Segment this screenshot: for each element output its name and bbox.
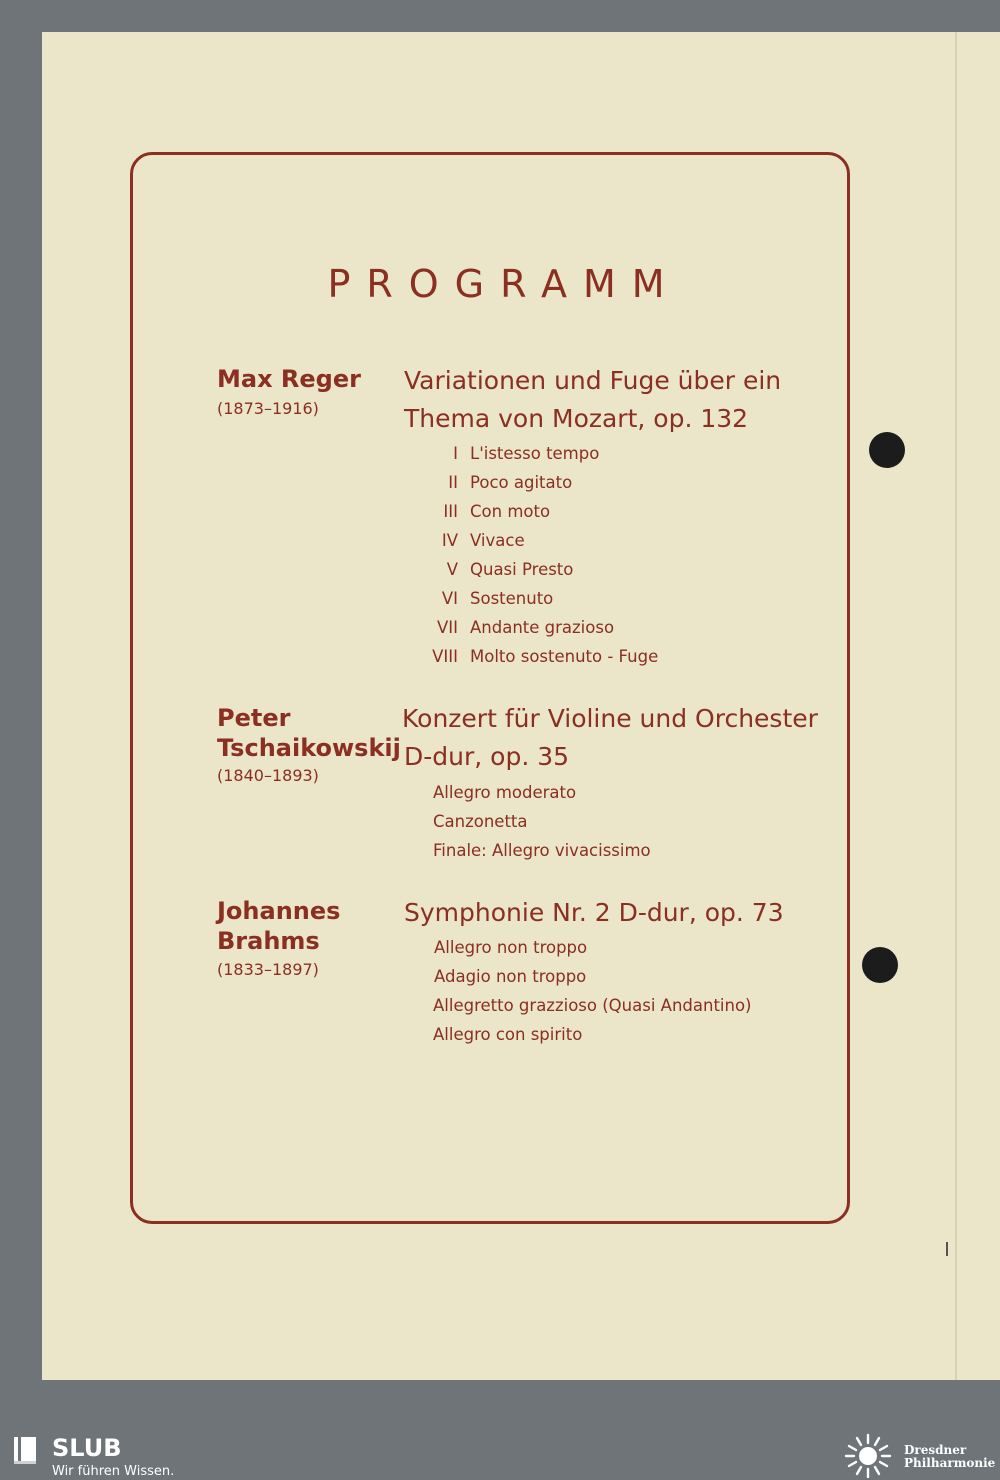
composer-dates-tschaikowskij: (1840–1893) xyxy=(217,766,319,785)
movement-number: IV xyxy=(441,531,458,550)
program-frame xyxy=(130,152,850,1224)
partner-logo-text[interactable] xyxy=(904,1444,995,1470)
composer-brahms-line2: Brahms xyxy=(217,927,320,955)
movement-name: Adagio non troppo xyxy=(434,967,587,986)
movement-name: Andante grazioso xyxy=(470,618,615,637)
movement-name: Sostenuto xyxy=(470,589,554,608)
composer-dates-brahms: (1833–1897) xyxy=(217,960,319,979)
movement-number: III xyxy=(443,502,458,521)
program-heading: PROGRAMM xyxy=(327,262,681,306)
movement-number: VI xyxy=(441,589,458,608)
partner-name-line2: Philharmonie xyxy=(904,1456,996,1470)
punch-hole-top xyxy=(869,432,905,468)
slub-tagline: Wir führen Wissen. xyxy=(52,1464,175,1479)
composer-brahms-line1: Johannes xyxy=(217,897,341,925)
movement-name: Allegro non troppo xyxy=(434,938,588,957)
work-title-reger-line2: Thema von Mozart, op. 132 xyxy=(404,404,749,433)
composer-reger: Max Reger xyxy=(217,365,361,393)
movement-number: VII xyxy=(436,618,458,637)
movement-number: II xyxy=(448,473,458,492)
slub-logo-text[interactable]: SLUB xyxy=(52,1434,122,1462)
dresdner-philharmonie-sunburst-icon[interactable] xyxy=(842,1432,894,1478)
work-title-brahms: Symphonie Nr. 2 D-dur, op. 73 xyxy=(404,898,784,927)
movement-number: V xyxy=(446,560,458,579)
page-fold xyxy=(955,32,957,1380)
footer-bar xyxy=(0,1430,1000,1480)
movement-name: Quasi Presto xyxy=(470,560,574,579)
edge-mark xyxy=(946,1242,948,1256)
movement-name: Canzonetta xyxy=(433,812,528,831)
movement-name: Allegretto grazzioso (Quasi Andantino) xyxy=(433,996,752,1015)
work-title-reger-line1: Variationen und Fuge über ein xyxy=(404,366,782,395)
movement-name: Allegro con spirito xyxy=(433,1025,583,1044)
work-title-tschaikowskij-line2: D-dur, op. 35 xyxy=(404,742,570,771)
partner-name-line1: Dresdner xyxy=(904,1443,967,1457)
work-title-tschaikowskij-line1: Konzert für Violine und Orchester xyxy=(402,704,818,733)
movement-name: Molto sostenuto - Fuge xyxy=(470,647,659,666)
slub-book-icon[interactable] xyxy=(12,1434,40,1464)
movement-name: Finale: Allegro vivacissimo xyxy=(433,841,651,860)
movement-name: Vivace xyxy=(470,531,525,550)
punch-hole-bottom xyxy=(862,947,898,983)
movement-number: I xyxy=(453,444,458,463)
movement-name: L'istesso tempo xyxy=(470,444,600,463)
composer-dates-reger: (1873–1916) xyxy=(217,399,319,418)
composer-tschaikowskij-line1: Peter xyxy=(217,704,291,732)
movement-number: VIII xyxy=(432,647,458,666)
movement-name: Poco agitato xyxy=(470,473,573,492)
movement-name: Con moto xyxy=(470,502,551,521)
composer-tschaikowskij-line2: Tschaikowskij xyxy=(217,734,401,762)
movement-name: Allegro moderato xyxy=(433,783,577,802)
